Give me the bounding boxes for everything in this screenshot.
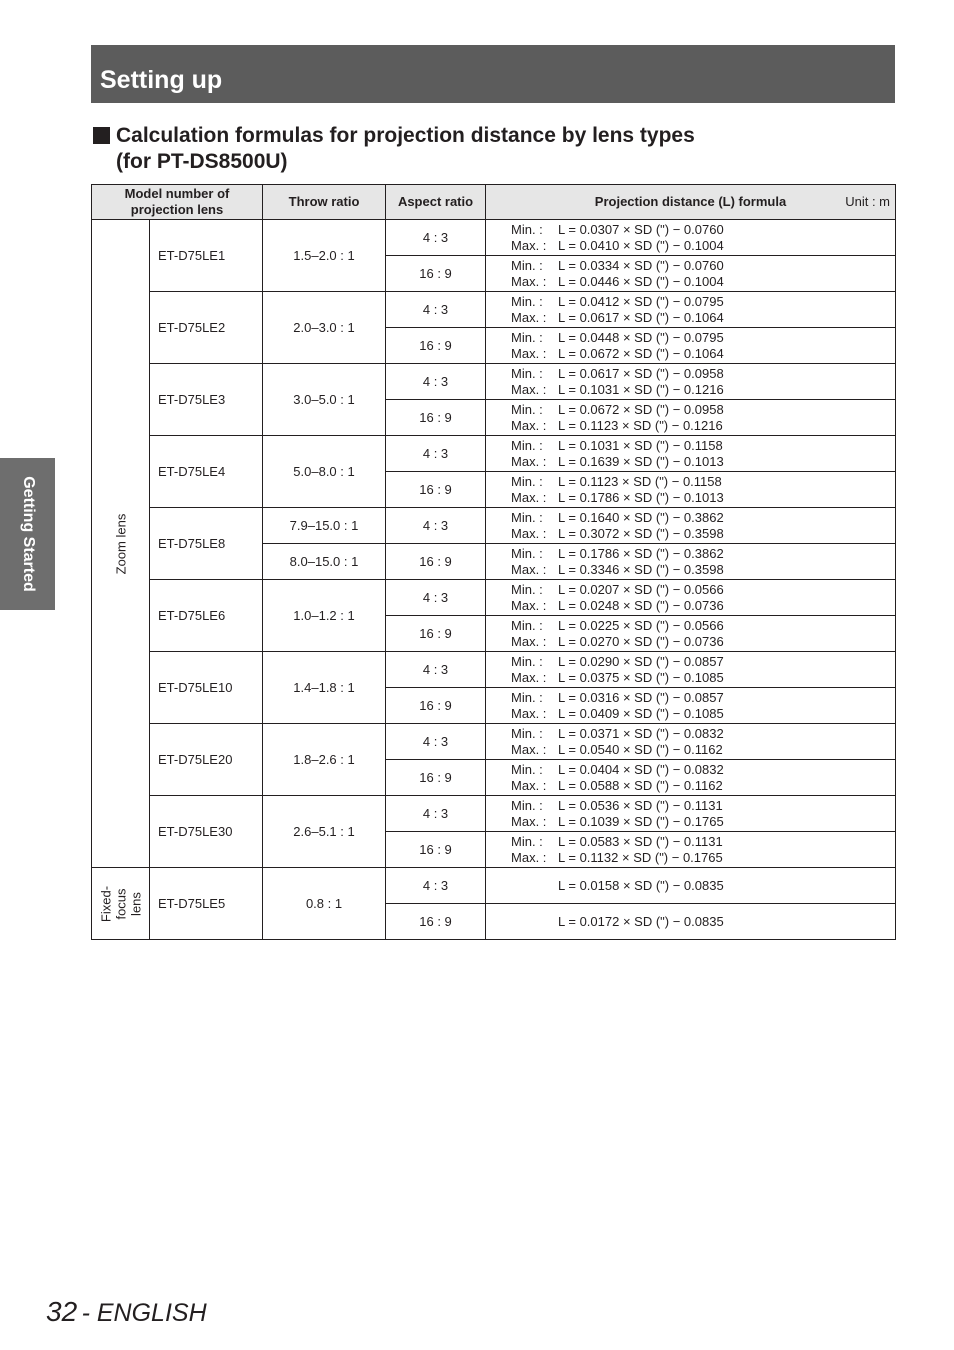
formula-min-value: L = 0.0412 × SD (") − 0.0795 [558, 293, 724, 309]
formula-min-label: Min. : [511, 473, 543, 489]
table-header-row [92, 185, 896, 220]
lens-model: ET-D75LE8 [150, 508, 263, 580]
formula-max-value: L = 0.0248 × SD (") − 0.0736 [558, 597, 724, 613]
formula-max-label: Max. : [511, 345, 547, 361]
formula-max-value: L = 0.0588 × SD (") − 0.1162 [558, 777, 723, 793]
formula-min-label: Min. : [511, 545, 543, 561]
formula-min-value: L = 0.0225 × SD (") − 0.0566 [558, 617, 724, 633]
formula-min-label: Min. : [511, 257, 543, 273]
lens-model: ET-D75LE4 [150, 436, 263, 508]
formula-min-line [511, 510, 895, 526]
formula-max-line [511, 634, 895, 650]
formula-min-value: L = 0.0672 × SD (") − 0.0958 [558, 401, 724, 417]
formula-max-label: Max. : [511, 633, 547, 649]
page-number: 32 [46, 1296, 78, 1327]
table-row [92, 580, 896, 616]
formula-cell [486, 796, 896, 832]
header-model: Model number of projection lens [92, 185, 263, 220]
throw-ratio: 0.8 : 1 [263, 868, 386, 940]
table-row [92, 508, 896, 544]
lens-model: ET-D75LE2 [150, 292, 263, 364]
formula-min-label: Min. : [511, 653, 543, 669]
formula-min-label: Min. : [511, 437, 543, 453]
aspect-ratio: 16 : 9 [386, 616, 486, 652]
formula-cell [486, 724, 896, 760]
aspect-ratio: 4 : 3 [386, 364, 486, 400]
aspect-ratio: 16 : 9 [386, 832, 486, 868]
formula-max-line [511, 814, 895, 830]
projection-formula-table [91, 184, 896, 940]
side-tab [0, 458, 55, 610]
formula-min-value: L = 0.0290 × SD (") − 0.0857 [558, 653, 724, 669]
aspect-ratio: 16 : 9 [386, 400, 486, 436]
formula-max-label: Max. : [511, 597, 547, 613]
header-formula-label: Projection distance (L) formula [594, 194, 787, 209]
aspect-ratio: 4 : 3 [386, 724, 486, 760]
lens-model: ET-D75LE30 [150, 796, 263, 868]
formula-max-value: L = 0.0375 × SD (") − 0.1085 [558, 669, 724, 685]
formula-max-value: L = 0.3346 × SD (") − 0.3598 [558, 561, 724, 577]
formula-max-value: L = 0.0410 × SD (") − 0.1004 [558, 237, 724, 253]
formula-min-label: Min. : [511, 581, 543, 597]
formula-cell [486, 472, 896, 508]
aspect-ratio: 4 : 3 [386, 508, 486, 544]
formula-min-label: Min. : [511, 329, 543, 345]
formula-min-label: Min. : [511, 293, 543, 309]
table-row [92, 724, 896, 760]
formula-cell [486, 508, 896, 544]
formula-max-label: Max. : [511, 777, 547, 793]
square-bullet-icon [93, 127, 110, 144]
aspect-ratio: 4 : 3 [386, 580, 486, 616]
formula-cell [486, 364, 896, 400]
formula-max-value: L = 0.1132 × SD (") − 0.1765 [558, 849, 723, 865]
formula-max-line [511, 562, 895, 578]
formula-cell [486, 652, 896, 688]
formula-min-value: L = 0.0371 × SD (") − 0.0832 [558, 725, 724, 741]
aspect-ratio: 4 : 3 [386, 868, 486, 904]
formula-max-label: Max. : [511, 669, 547, 685]
lens-model: ET-D75LE3 [150, 364, 263, 436]
formula-max-line [511, 454, 895, 470]
formula-cell [486, 760, 896, 796]
formula-max-value: L = 0.1123 × SD (") − 0.1216 [558, 417, 723, 433]
formula-max-value: L = 0.0446 × SD (") − 0.1004 [558, 273, 724, 289]
formula-cell: L = 0.0158 × SD (") − 0.0835 [486, 868, 896, 904]
formula-max-label: Max. : [511, 381, 547, 397]
formula-max-line [511, 382, 895, 398]
throw-ratio: 1.5–2.0 : 1 [263, 220, 386, 292]
aspect-ratio: 16 : 9 [386, 688, 486, 724]
formula-cell [486, 544, 896, 580]
formula-cell [486, 220, 896, 256]
table-body [92, 220, 896, 940]
formula-min-value: L = 0.0316 × SD (") − 0.0857 [558, 689, 724, 705]
formula-cell [486, 400, 896, 436]
aspect-ratio: 4 : 3 [386, 796, 486, 832]
unit-label: Unit : m [845, 194, 891, 209]
formula-min-line [511, 366, 895, 382]
throw-ratio: 3.0–5.0 : 1 [263, 364, 386, 436]
formula-max-label: Max. : [511, 309, 547, 325]
formula-min-line [511, 546, 895, 562]
formula-min-label: Min. : [511, 725, 543, 741]
aspect-ratio: 16 : 9 [386, 760, 486, 796]
formula-min-value: L = 0.0617 × SD (") − 0.0958 [558, 365, 724, 381]
formula-cell [486, 688, 896, 724]
page-language: - ENGLISH [81, 1299, 207, 1327]
formula-max-label: Max. : [511, 417, 547, 433]
formula-max-value: L = 0.1639 × SD (") − 0.1013 [558, 453, 724, 469]
formula-max-value: L = 0.1786 × SD (") − 0.1013 [558, 489, 724, 505]
formula-max-line [511, 346, 895, 362]
table-row [92, 436, 896, 472]
formula-max-line [511, 598, 895, 614]
formula-min-value: L = 0.0536 × SD (") − 0.1131 [558, 797, 723, 813]
throw-ratio: 5.0–8.0 : 1 [263, 436, 386, 508]
category-zoom-lens [92, 220, 150, 868]
formula-min-label: Min. : [511, 365, 543, 381]
formula-min-value: L = 0.0404 × SD (") − 0.0832 [558, 761, 724, 777]
formula-max-label: Max. : [511, 273, 547, 289]
header-formula [486, 185, 896, 220]
formula-max-label: Max. : [511, 561, 547, 577]
formula-max-value: L = 0.1031 × SD (") − 0.1216 [558, 381, 724, 397]
header-title: Setting up [100, 66, 223, 94]
lens-model: ET-D75LE20 [150, 724, 263, 796]
table-row [92, 220, 896, 256]
formula-min-label: Min. : [511, 797, 543, 813]
aspect-ratio: 4 : 3 [386, 292, 486, 328]
formula-min-value: L = 0.0583 × SD (") − 0.1131 [558, 833, 723, 849]
formula-max-line [511, 850, 895, 866]
throw-ratio: 1.4–1.8 : 1 [263, 652, 386, 724]
formula-min-value: L = 0.1031 × SD (") − 0.1158 [558, 437, 723, 453]
formula-max-value: L = 0.0672 × SD (") − 0.1064 [558, 345, 724, 361]
formula-max-line [511, 706, 895, 722]
formula-max-line [511, 742, 895, 758]
formula-min-value: L = 0.0207 × SD (") − 0.0566 [558, 581, 724, 597]
formula-cell [486, 832, 896, 868]
side-tab-label: Getting Started [19, 476, 37, 592]
formula-min-line [511, 582, 895, 598]
aspect-ratio: 16 : 9 [386, 472, 486, 508]
aspect-ratio: 16 : 9 [386, 328, 486, 364]
formula-max-value: L = 0.0409 × SD (") − 0.1085 [558, 705, 724, 721]
formula-min-label: Min. : [511, 761, 543, 777]
formula-min-label: Min. : [511, 689, 543, 705]
formula-max-label: Max. : [511, 237, 547, 253]
formula-max-line [511, 670, 895, 686]
lens-model: ET-D75LE1 [150, 220, 263, 292]
formula-min-label: Min. : [511, 221, 543, 237]
formula-min-line [511, 330, 895, 346]
formula-max-value: L = 0.0270 × SD (") − 0.0736 [558, 633, 724, 649]
table-row [92, 796, 896, 832]
formula-cell [486, 328, 896, 364]
formula-max-value: L = 0.3072 × SD (") − 0.3598 [558, 525, 724, 541]
table-row [92, 652, 896, 688]
table-row [92, 868, 896, 904]
formula-min-line [511, 258, 895, 274]
aspect-ratio: 4 : 3 [386, 436, 486, 472]
formula-min-line [511, 618, 895, 634]
lens-model: ET-D75LE5 [150, 868, 263, 940]
aspect-ratio: 4 : 3 [386, 652, 486, 688]
throw-ratio: 2.6–5.1 : 1 [263, 796, 386, 868]
formula-max-label: Max. : [511, 489, 547, 505]
formula-min-value: L = 0.0448 × SD (") − 0.0795 [558, 329, 724, 345]
formula-min-line [511, 690, 895, 706]
section-title-line-2: (for PT-DS8500U) [116, 150, 288, 173]
formula-min-value: L = 0.0334 × SD (") − 0.0760 [558, 257, 724, 273]
formula-min-line [511, 222, 895, 238]
formula-min-label: Min. : [511, 401, 543, 417]
formula-max-line [511, 778, 895, 794]
formula-max-line [511, 238, 895, 254]
category-fixed-label: Fixed- focus lens [98, 885, 143, 922]
formula-cell: L = 0.0172 × SD (") − 0.0835 [486, 904, 896, 940]
formula-min-line [511, 762, 895, 778]
formula-cell [486, 292, 896, 328]
lens-model: ET-D75LE6 [150, 580, 263, 652]
lens-model: ET-D75LE10 [150, 652, 263, 724]
formula-min-value: L = 0.1123 × SD (") − 0.1158 [558, 473, 722, 489]
formula-max-value: L = 0.1039 × SD (") − 0.1765 [558, 813, 724, 829]
formula-min-line [511, 834, 895, 850]
table-row [92, 292, 896, 328]
header-throw-ratio: Throw ratio [263, 185, 386, 220]
table-row [92, 364, 896, 400]
formula-min-value: L = 0.0307 × SD (") − 0.0760 [558, 221, 724, 237]
formula-cell [486, 580, 896, 616]
formula-max-label: Max. : [511, 849, 547, 865]
formula-min-line [511, 726, 895, 742]
formula-max-value: L = 0.0617 × SD (") − 0.1064 [558, 309, 724, 325]
formula-max-line [511, 274, 895, 290]
section-title-line-1: Calculation formulas for projection distance by lens types [116, 124, 695, 147]
formula-max-line [511, 418, 895, 434]
header-bar [91, 45, 895, 103]
aspect-ratio: 16 : 9 [386, 256, 486, 292]
formula-max-line [511, 310, 895, 326]
formula-max-line [511, 490, 895, 506]
formula-max-line [511, 526, 895, 542]
formula-max-label: Max. : [511, 525, 547, 541]
formula-cell [486, 256, 896, 292]
formula-min-label: Min. : [511, 509, 543, 525]
formula-min-label: Min. : [511, 617, 543, 633]
category-zoom-label: Zoom lens [113, 513, 128, 574]
formula-max-label: Max. : [511, 705, 547, 721]
formula-min-label: Min. : [511, 833, 543, 849]
formula-max-label: Max. : [511, 813, 547, 829]
aspect-ratio: 4 : 3 [386, 220, 486, 256]
throw-ratio: 1.0–1.2 : 1 [263, 580, 386, 652]
formula-max-label: Max. : [511, 453, 547, 469]
formula-min-line [511, 402, 895, 418]
formula-cell [486, 616, 896, 652]
header-aspect-ratio: Aspect ratio [386, 185, 486, 220]
formula-min-line [511, 294, 895, 310]
throw-ratio: 1.8–2.6 : 1 [263, 724, 386, 796]
throw-ratio: 8.0–15.0 : 1 [263, 544, 386, 580]
throw-ratio: 7.9–15.0 : 1 [263, 508, 386, 544]
page-footer [46, 1296, 207, 1328]
formula-min-line [511, 654, 895, 670]
aspect-ratio: 16 : 9 [386, 904, 486, 940]
formula-min-line [511, 438, 895, 454]
formula-min-value: L = 0.1786 × SD (") − 0.3862 [558, 545, 724, 561]
formula-min-line [511, 474, 895, 490]
aspect-ratio: 16 : 9 [386, 544, 486, 580]
category-fixed-lens [92, 868, 150, 940]
formula-min-line [511, 798, 895, 814]
formula-max-value: L = 0.0540 × SD (") − 0.1162 [558, 741, 723, 757]
formula-max-label: Max. : [511, 741, 547, 757]
formula-cell [486, 436, 896, 472]
throw-ratio: 2.0–3.0 : 1 [263, 292, 386, 364]
formula-min-value: L = 0.1640 × SD (") − 0.3862 [558, 509, 724, 525]
